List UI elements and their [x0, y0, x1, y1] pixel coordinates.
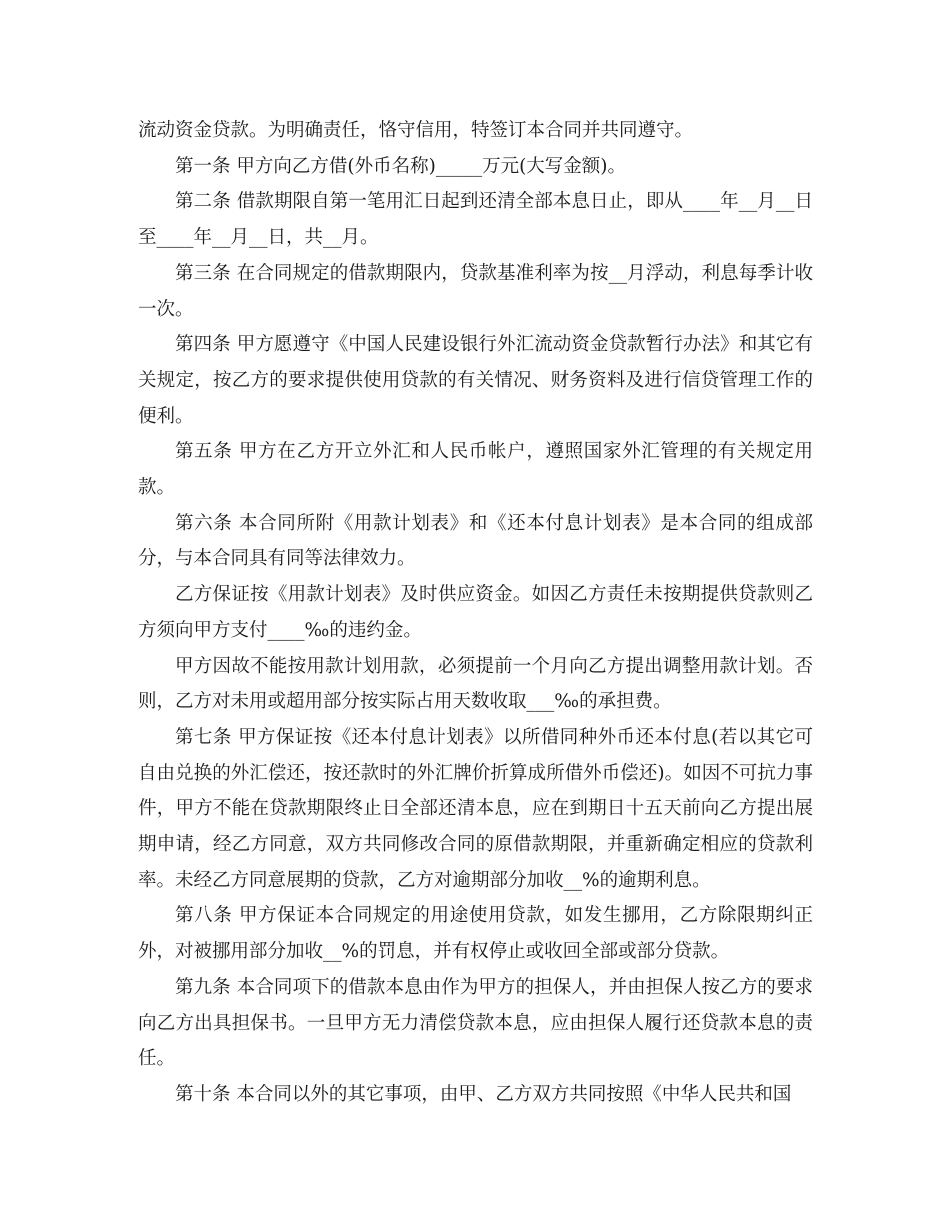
paragraph-article-3: 第三条 在合同规定的借款期限内，贷款基准利率为按__月浮动，利息每季计收一次。 [138, 262, 813, 320]
paragraph-article-10: 第十条 本合同以外的其它事项，由甲、乙方双方共同按照《中华人民共和国 [175, 1083, 792, 1105]
paragraph-article-6-party-b-guarantee: 乙方保证按《用款计划表》及时供应资金。如因乙方责任未按期提供贷款则乙方须向甲方支付____‰的违约金。 [138, 584, 813, 641]
paragraph-article-2: 第二条 借款期限自第一笔用汇日起到还清全部本息日止，即从____年__月__日至____年__月__日，共__月。 [138, 191, 813, 249]
paragraph-article-8: 第八条 甲方保证本合同规定的用途使用贷款，如发生挪用，乙方除限期纠正外，对被挪用部分加收__%的罚息，并有权停止或收回全部或部分贷款。 [138, 905, 813, 963]
paragraph-article-4: 第四条 甲方愿遵守《中国人民建设银行外汇流动资金贷款暂行办法》和其它有关规定，按乙方的要求提供使用贷款的有关情况、财务资料及进行信贷管理工作的便利。 [138, 334, 813, 427]
paragraph-intro-continuation: 流动资金贷款。为明确责任，恪守信用，特签订本合同并共同遵守。 [138, 120, 694, 141]
contract-body [138, 113, 813, 1113]
paragraph-article-6: 第六条 本合同所附《用款计划表》和《还本付息计划表》是本合同的组成部分，与本合同具有同等法律效力。 [138, 512, 813, 570]
paragraph-article-1: 第一条 甲方向乙方借(外币名称)_____万元(大写金额)。 [175, 155, 627, 177]
paragraph-article-6-party-a-adjustment: 甲方因故不能按用款计划用款，必须提前一个月向乙方提出调整用款计划。否则，乙方对未用或超用部分按实际占用天数收取___‰的承担费。 [138, 655, 813, 713]
paragraph-article-5: 第五条 甲方在乙方开立外汇和人民币帐户，遵照国家外汇管理的有关规定用款。 [138, 441, 813, 499]
paragraph-article-7: 第七条 甲方保证按《还本付息计划表》以所借同种外币还本付息(若以其它可自由兑换的外汇偿还，按还款时的外汇牌价折算成所借外币偿还)。如因不可抗力事件，甲方不能在贷款期限终止日全部还清本息，应在到期日十五天前向乙方提出展期申请，经乙方同意，双方共同修改合同的原借款期限，并重新确定相应的贷款利率。未经乙方同意展期的贷款，乙方对逾期部分加收__%的逾期利息。 [138, 726, 813, 891]
paragraph-article-9: 第九条 本合同项下的借款本息由作为甲方的担保人，并由担保人按乙方的要求向乙方出具担保书。一旦甲方无力清偿贷款本息，应由担保人履行还贷款本息的责任。 [138, 976, 813, 1070]
